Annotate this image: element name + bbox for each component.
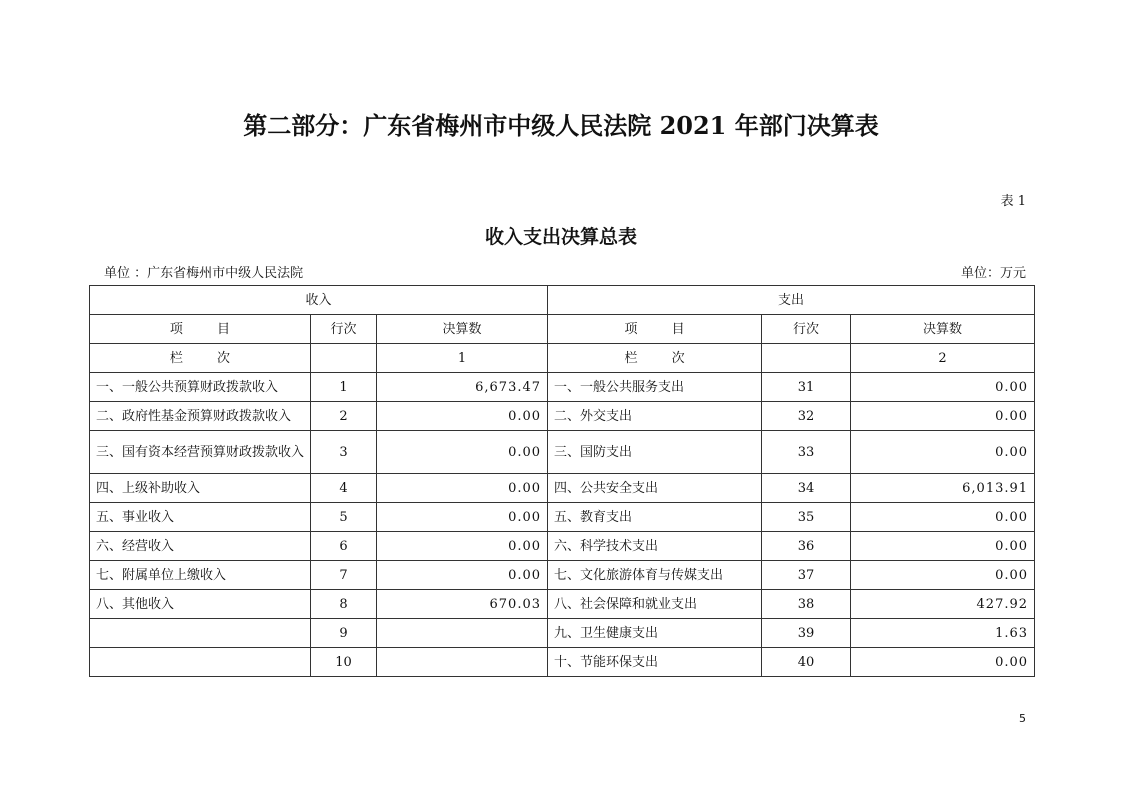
income-line: 1 xyxy=(311,373,377,402)
expense-item: 八、社会保障和就业支出 xyxy=(548,590,762,619)
table-row xyxy=(90,431,1035,474)
expense-item: 七、文化旅游体育与传媒支出 xyxy=(548,561,762,590)
expense-line-header: 行次 xyxy=(762,315,851,344)
table-row xyxy=(90,474,1035,503)
income-amount xyxy=(377,648,548,677)
expense-item: 一、一般公共服务支出 xyxy=(548,373,762,402)
expense-amount: 1.63 xyxy=(851,619,1035,648)
column-number-row xyxy=(90,344,1035,373)
expense-item: 二、外交支出 xyxy=(548,402,762,431)
income-line: 9 xyxy=(311,619,377,648)
income-item: 四、上级补助收入 xyxy=(90,474,311,503)
income-header: 收入 xyxy=(90,286,548,315)
expense-line: 38 xyxy=(762,590,851,619)
income-line: 4 xyxy=(311,474,377,503)
table-row xyxy=(90,503,1035,532)
table-row xyxy=(90,619,1035,648)
income-amount: 0.00 xyxy=(377,503,548,532)
income-expense-table xyxy=(89,285,1035,677)
income-amount: 0.00 xyxy=(377,402,548,431)
page-number: 5 xyxy=(1019,712,1026,725)
expense-amount: 427.92 xyxy=(851,590,1035,619)
main-title: 第二部分：广东省梅州市中级人民法院 2021 年部门决算表 xyxy=(243,111,879,140)
expense-amount: 0.00 xyxy=(851,532,1035,561)
table-number: 表 1 xyxy=(1000,194,1026,209)
table-row xyxy=(90,561,1035,590)
reporting-unit: 单位 ：广东省梅州市中级人民法院 xyxy=(104,266,304,281)
income-amount-header: 决算数 xyxy=(377,315,548,344)
income-item xyxy=(90,619,311,648)
income-item: 八、其他收入 xyxy=(90,590,311,619)
table-row xyxy=(90,648,1035,677)
expense-amount: 0.00 xyxy=(851,648,1035,677)
income-line: 10 xyxy=(311,648,377,677)
expense-item-header xyxy=(548,315,762,344)
expense-item: 十、节能环保支出 xyxy=(548,648,762,677)
expense-line: 36 xyxy=(762,532,851,561)
income-item: 七、附属单位上缴收入 xyxy=(90,561,311,590)
expense-item-header-label: 项 目 xyxy=(624,321,685,337)
table-title: 收入支出决算总表 xyxy=(484,226,637,248)
expense-amount-header: 决算数 xyxy=(851,315,1035,344)
income-amount xyxy=(377,619,548,648)
income-blank-cell xyxy=(311,344,377,373)
income-column-number: 1 xyxy=(377,344,548,373)
expense-item: 九、卫生健康支出 xyxy=(548,619,762,648)
expense-line: 34 xyxy=(762,474,851,503)
section-header-row xyxy=(90,286,1035,315)
table-row xyxy=(90,590,1035,619)
income-amount: 0.00 xyxy=(377,474,548,503)
expense-line: 33 xyxy=(762,431,851,474)
income-row-label xyxy=(90,344,311,373)
income-line: 3 xyxy=(311,431,377,474)
income-item-header xyxy=(90,315,311,344)
expense-amount: 6,013.91 xyxy=(851,474,1035,503)
income-line-header: 行次 xyxy=(311,315,377,344)
table-row xyxy=(90,402,1035,431)
expense-amount: 0.00 xyxy=(851,373,1035,402)
column-header-row xyxy=(90,315,1035,344)
expense-line: 32 xyxy=(762,402,851,431)
expense-item: 六、科学技术支出 xyxy=(548,532,762,561)
currency-unit: 单位：万元 xyxy=(960,266,1026,281)
table-row xyxy=(90,532,1035,561)
expense-item: 四、公共安全支出 xyxy=(548,474,762,503)
income-line: 6 xyxy=(311,532,377,561)
expense-amount: 0.00 xyxy=(851,431,1035,474)
income-line: 7 xyxy=(311,561,377,590)
income-item: 六、经营收入 xyxy=(90,532,311,561)
expense-amount: 0.00 xyxy=(851,561,1035,590)
income-row-label-text: 栏 次 xyxy=(169,350,231,366)
income-item: 二、政府性基金预算财政拨款收入 xyxy=(90,402,311,431)
expense-blank-cell xyxy=(762,344,851,373)
income-line: 8 xyxy=(311,590,377,619)
expense-line: 35 xyxy=(762,503,851,532)
expense-line: 31 xyxy=(762,373,851,402)
table-row xyxy=(90,373,1035,402)
expense-item: 三、国防支出 xyxy=(548,431,762,474)
income-amount: 0.00 xyxy=(377,561,548,590)
expense-line: 39 xyxy=(762,619,851,648)
income-line: 5 xyxy=(311,503,377,532)
expense-amount: 0.00 xyxy=(851,402,1035,431)
expense-amount: 0.00 xyxy=(851,503,1035,532)
expense-column-number: 2 xyxy=(851,344,1035,373)
income-item: 一、一般公共预算财政拨款收入 xyxy=(90,373,311,402)
income-amount: 0.00 xyxy=(377,532,548,561)
income-amount: 670.03 xyxy=(377,590,548,619)
expense-line: 40 xyxy=(762,648,851,677)
income-item xyxy=(90,648,311,677)
income-item: 三、国有资本经营预算财政拨款收入 xyxy=(90,431,311,474)
income-item-header-label: 项 目 xyxy=(169,321,231,337)
income-item: 五、事业收入 xyxy=(90,503,311,532)
income-line: 2 xyxy=(311,402,377,431)
expense-item: 五、教育支出 xyxy=(548,503,762,532)
income-amount: 6,673.47 xyxy=(377,373,548,402)
expense-row-label-text: 栏 次 xyxy=(624,350,685,366)
expense-header: 支出 xyxy=(548,286,1035,315)
income-amount: 0.00 xyxy=(377,431,548,474)
expense-line: 37 xyxy=(762,561,851,590)
expense-row-label xyxy=(548,344,762,373)
